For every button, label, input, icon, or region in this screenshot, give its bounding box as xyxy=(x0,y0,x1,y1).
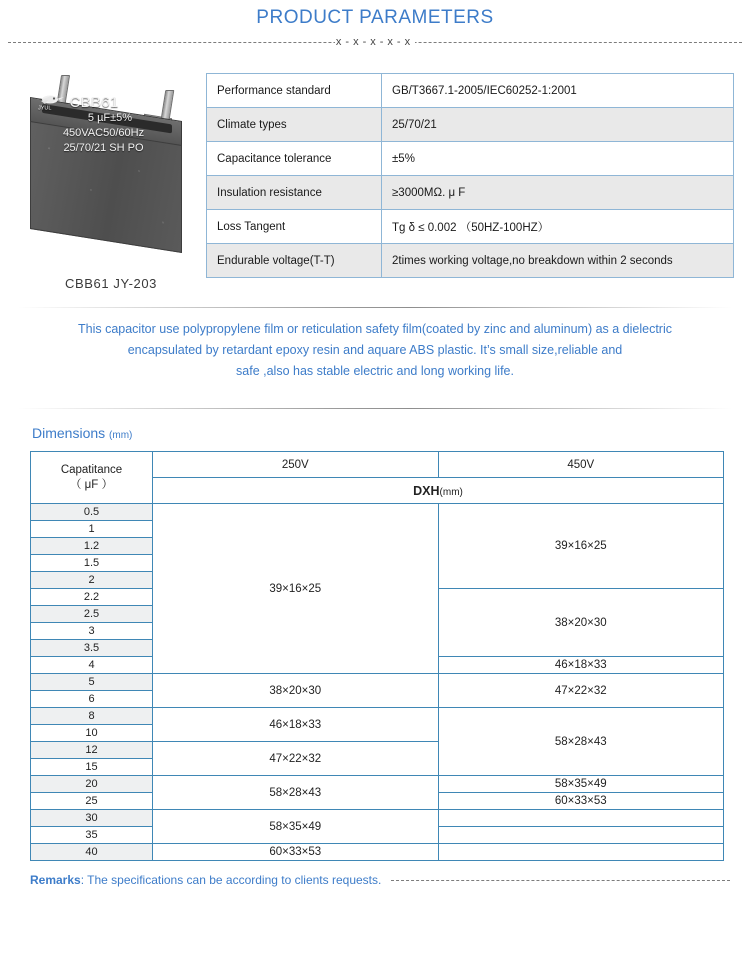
divider-x-marks xyxy=(8,35,742,49)
param-value: ±5% xyxy=(382,142,734,176)
capacitance-cell: 20 xyxy=(31,776,153,793)
capacitor-printed-label xyxy=(36,93,172,156)
parameters-table-wrapper xyxy=(206,71,734,278)
dimensions-table-head xyxy=(31,452,724,504)
param-value: Tg δ ≤ 0.002 （50HZ-100HZ） xyxy=(382,210,734,244)
description-line-1: This capacitor use polypropylene film or reticulation safety film(coated by zinc and aluminum) as a dielectric xyxy=(77,322,672,336)
param-value: 2times working voltage,no breakdown within 2 seconds xyxy=(382,244,734,278)
remarks-section xyxy=(0,861,750,887)
size-cell-250v: 58×28×43 xyxy=(153,776,439,810)
capacitance-cell: 2.2 xyxy=(31,589,153,606)
dxh-label: DXH xyxy=(413,483,440,498)
param-key: Insulation resistance xyxy=(207,176,382,210)
size-cell-250v: 38×20×30 xyxy=(153,674,439,708)
capacitance-cell: 3 xyxy=(31,623,153,640)
capacitor-capacitance-text: 5 µF±5% xyxy=(87,112,133,124)
table-row xyxy=(207,176,734,210)
capacitance-header-line-2: （ μF ） xyxy=(69,478,114,491)
param-key: Loss Tangent xyxy=(207,210,382,244)
column-header-250v: 250V xyxy=(153,452,439,478)
capacitance-cell: 12 xyxy=(31,742,153,759)
jyul-bird-logo-icon xyxy=(36,93,66,111)
dimensions-heading xyxy=(0,409,750,441)
capacitance-cell: 2.5 xyxy=(31,606,153,623)
capacitor-brand-row xyxy=(36,93,172,111)
capacitance-header-line-1: Capatitance xyxy=(60,463,123,476)
capacitance-cell: 30 xyxy=(31,810,153,827)
capacitor-image xyxy=(24,71,199,266)
capacitance-cell: 0.5 xyxy=(31,504,153,521)
capacitance-cell: 6 xyxy=(31,691,153,708)
size-cell-450v: 47×22×32 xyxy=(438,674,724,708)
capacitance-cell: 25 xyxy=(31,793,153,810)
product-caption: CBB61 JY-203 xyxy=(65,276,157,291)
size-cell-250v: 60×33×53 xyxy=(153,844,439,861)
capacitance-cell: 1.5 xyxy=(31,555,153,572)
column-header-dxh xyxy=(153,478,724,504)
page-title: PRODUCT PARAMETERS xyxy=(256,7,494,28)
description-line-3: safe ,also has stable electric and long working life. xyxy=(236,364,514,378)
size-cell-450v xyxy=(438,810,724,827)
remarks-separator: : xyxy=(80,873,85,887)
divider-x-marks-text: x-x-x-x-x xyxy=(335,36,415,48)
size-cell-250v: 39×16×25 xyxy=(153,504,439,674)
description-line-2: encapsulated by retardant epoxy resin and aquare ABS plastic. It’s small size,reliable and xyxy=(127,343,623,357)
param-key: Endurable voltage(T-T) xyxy=(207,244,382,278)
capacitance-cell: 2 xyxy=(31,572,153,589)
dimensions-heading-text: Dimensions xyxy=(32,425,106,441)
size-cell-250v: 47×22×32 xyxy=(153,742,439,776)
capacitance-cell: 4 xyxy=(31,657,153,674)
remarks-text xyxy=(30,873,381,887)
table-row xyxy=(31,708,724,725)
size-cell-450v: 46×18×33 xyxy=(438,657,724,674)
table-row xyxy=(31,810,724,827)
capacitor-climate-text: 25/70/21 SH PO xyxy=(63,142,144,154)
dimensions-table-body xyxy=(31,504,724,861)
capacitance-cell: 5 xyxy=(31,674,153,691)
table-row xyxy=(207,142,734,176)
param-value: ≥3000MΩ. μ F xyxy=(382,176,734,210)
table-row xyxy=(31,504,724,521)
size-cell-250v: 58×35×49 xyxy=(153,810,439,844)
capacitance-cell: 1 xyxy=(31,521,153,538)
table-row xyxy=(31,844,724,861)
capacitance-cell: 15 xyxy=(31,759,153,776)
capacitance-cell: 8 xyxy=(31,708,153,725)
remarks-body: The specifications can be according to clients requests. xyxy=(87,873,382,887)
parameters-table-body xyxy=(207,74,734,278)
capacitance-cell: 35 xyxy=(31,827,153,844)
table-row xyxy=(207,108,734,142)
dimensions-table-wrapper xyxy=(0,441,750,861)
size-cell-450v: 58×28×43 xyxy=(438,708,724,776)
capacitance-cell: 1.2 xyxy=(31,538,153,555)
size-cell-450v: 60×33×53 xyxy=(438,793,724,810)
svg-text:JYUL: JYUL xyxy=(37,105,51,111)
table-row xyxy=(207,210,734,244)
param-key: Capacitance tolerance xyxy=(207,142,382,176)
dimensions-table xyxy=(30,451,724,861)
param-key: Climate types xyxy=(207,108,382,142)
column-header-450v: 450V xyxy=(438,452,724,478)
param-key: Performance standard xyxy=(207,74,382,108)
column-header-capacitance xyxy=(31,452,153,504)
param-value: 25/70/21 xyxy=(382,108,734,142)
table-row xyxy=(31,776,724,793)
product-figure xyxy=(16,71,206,291)
remarks-dashed-line xyxy=(391,880,730,881)
product-description xyxy=(0,308,750,392)
size-cell-250v: 46×18×33 xyxy=(153,708,439,742)
page-header xyxy=(0,0,750,49)
table-row xyxy=(31,452,724,478)
size-cell-450v xyxy=(438,827,724,844)
capacitance-cell: 40 xyxy=(31,844,153,861)
header-dashed-divider xyxy=(8,35,742,49)
param-value: GB/T3667.1-2005/IEC60252-1:2001 xyxy=(382,74,734,108)
dxh-unit: (mm) xyxy=(439,486,463,498)
size-cell-450v: 38×20×30 xyxy=(438,589,724,657)
capacitor-model-text: CBB61 xyxy=(69,93,119,111)
capacitor-voltage-text: 450VAC50/60Hz xyxy=(62,127,145,139)
dimensions-heading-unit: (mm) xyxy=(109,430,133,441)
size-cell-450v: 39×16×25 xyxy=(438,504,724,589)
table-row xyxy=(207,244,734,278)
capacitance-cell: 3.5 xyxy=(31,640,153,657)
size-cell-450v xyxy=(438,844,724,861)
table-row xyxy=(31,674,724,691)
capacitance-cell: 10 xyxy=(31,725,153,742)
parameters-table xyxy=(206,73,734,278)
product-and-parameters-section xyxy=(0,49,750,291)
size-cell-450v: 58×35×49 xyxy=(438,776,724,793)
table-row xyxy=(207,74,734,108)
remarks-label: Remarks xyxy=(30,873,81,887)
